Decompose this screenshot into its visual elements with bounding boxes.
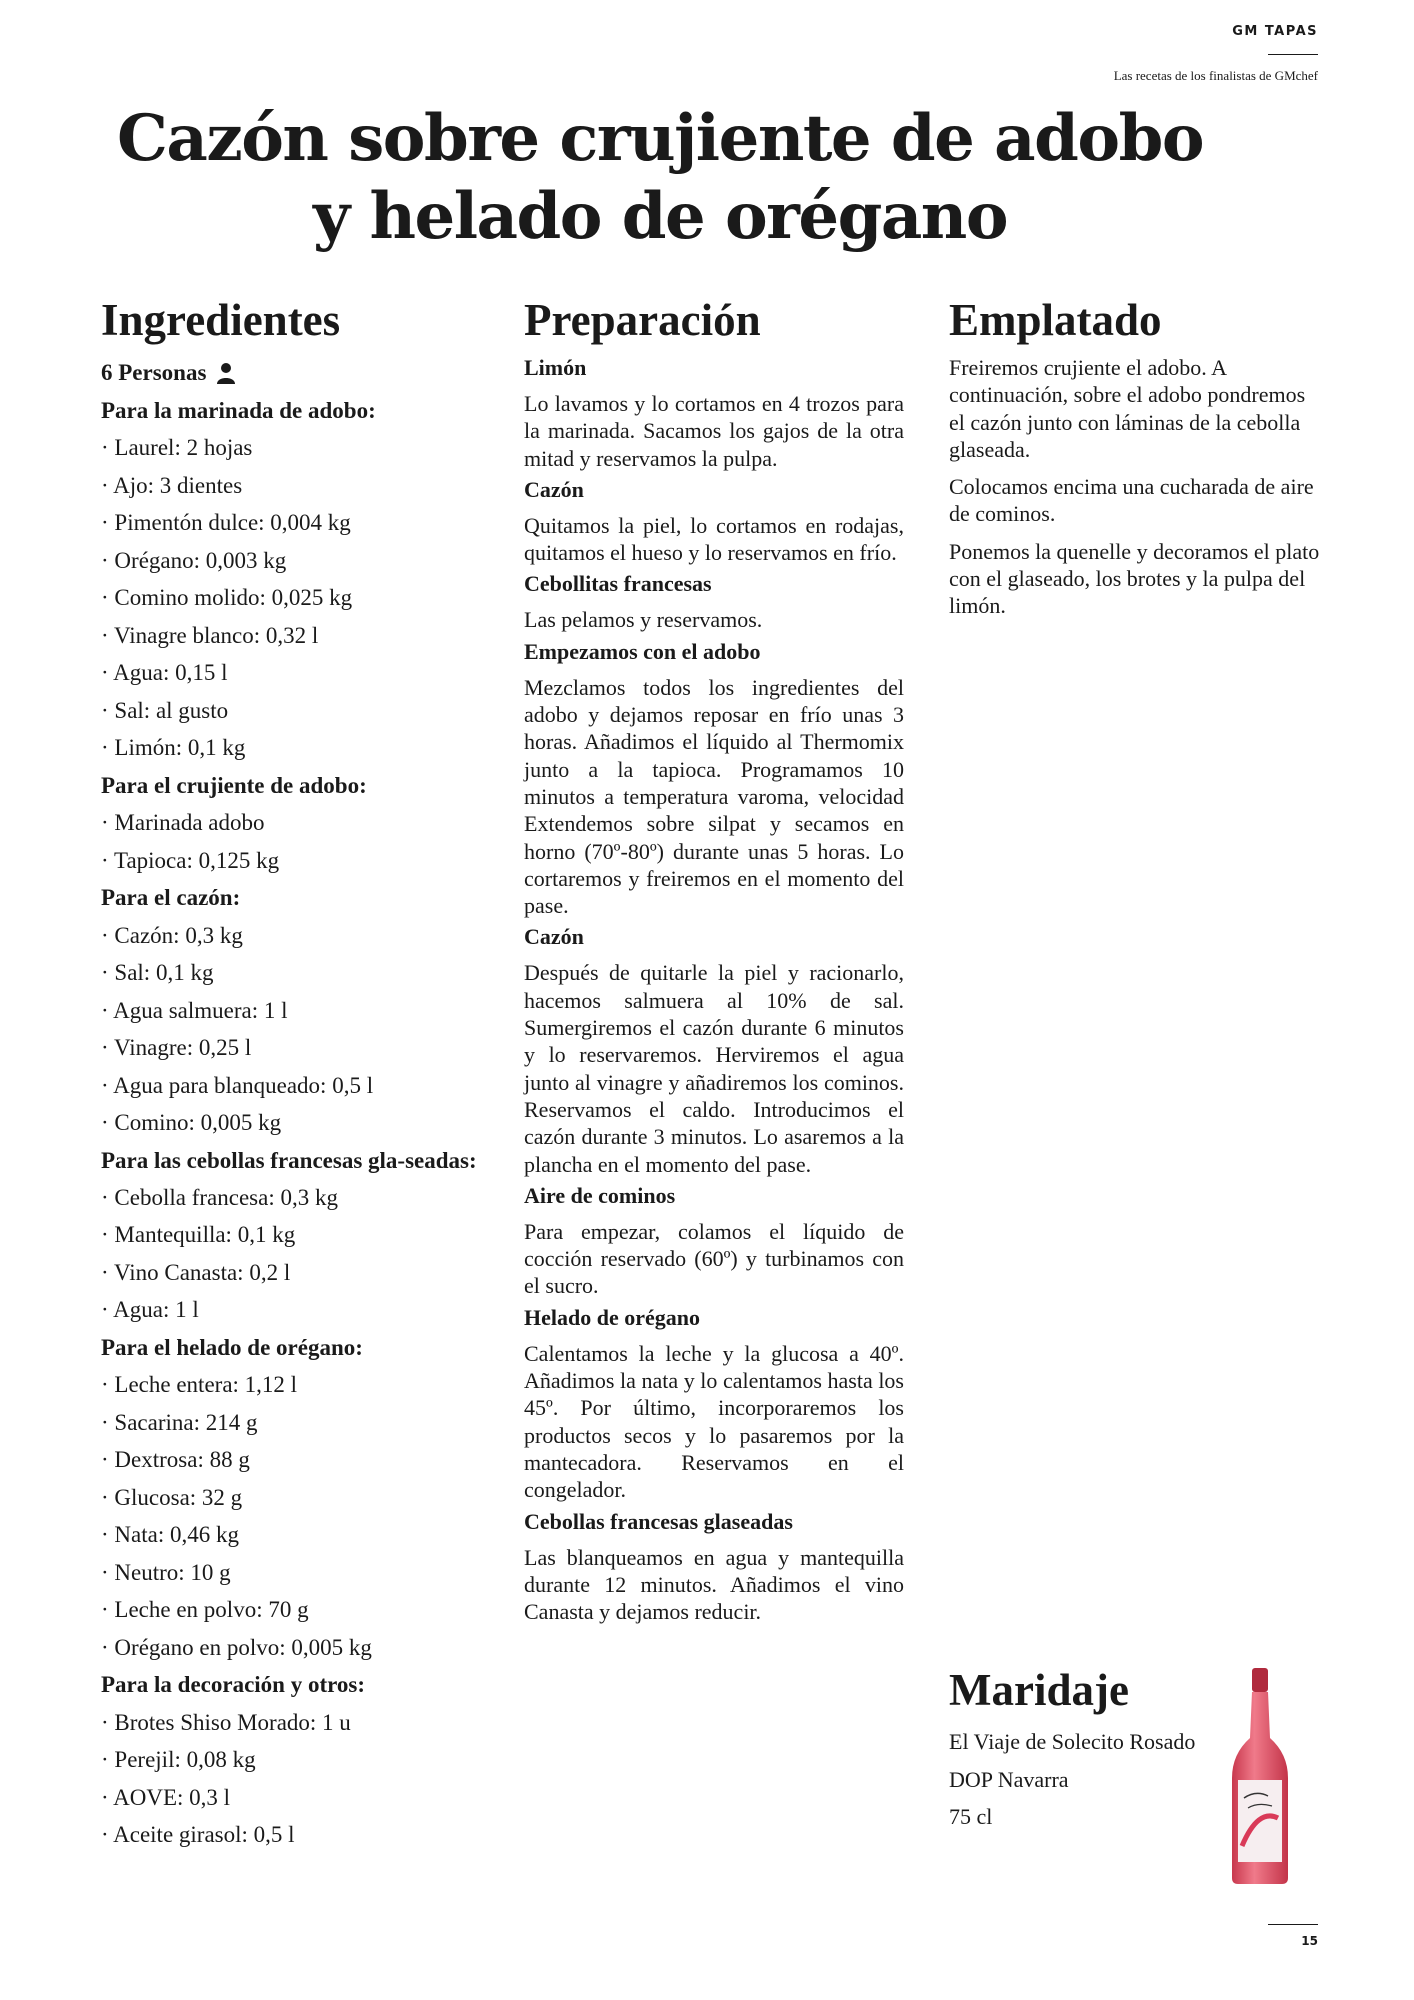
header-divider [1268, 54, 1318, 55]
ingredient-item: · Agua: 0,15 l [101, 654, 481, 692]
recipe-title-line-2: y helado de orégano [312, 179, 1008, 254]
plating-column [949, 290, 1324, 630]
servings-label: 6 Personas [101, 360, 207, 385]
ingredient-item: · Orégano: 0,003 kg [101, 542, 481, 580]
preparation-column [524, 290, 904, 1629]
page-number: 15 [1301, 1934, 1318, 1948]
pairing-section [949, 1660, 1209, 1841]
ingredient-item: · Agua para blanqueado: 0,5 l [101, 1067, 481, 1105]
ingredient-group-title: Para las cebollas francesas gla-seadas: [101, 1147, 477, 1173]
person-icon [216, 362, 236, 384]
ingredient-item: · Sal: 0,1 kg [101, 954, 481, 992]
step-title: Limón [524, 355, 587, 380]
ingredient-group-title: Para el crujiente de adobo: [101, 772, 367, 798]
step-title: Helado de orégano [524, 1304, 700, 1330]
ingredient-item: · Vinagre: 0,25 l [101, 1029, 481, 1067]
ingredient-item: · Agua salmuera: 1 l [101, 992, 481, 1030]
preparation-heading: Preparación [524, 295, 761, 345]
step-title: Cazón [524, 924, 584, 950]
ingredient-item: · Laurel: 2 hojas [101, 429, 481, 467]
step-text: Lo lavamos y lo cortamos en 4 trozos para la marinada. Sacamos los gajos de la otra mitad y reservamos la pulpa. [524, 391, 904, 471]
ingredient-item: · Glucosa: 32 g [101, 1479, 481, 1517]
ingredients-heading: Ingredientes [101, 295, 341, 345]
ingredient-item: · Sacarina: 214 g [101, 1404, 481, 1442]
ingredient-item: · Orégano en polvo: 0,005 kg [101, 1629, 481, 1667]
step-text: Mezclamos todos los ingredientes del adobo y dejamos reposar en frío unas 3 horas. Añadimos el líquido al Thermomix junto a la tapioca. Programamos 10 minutos a temperatura varoma, velocidad Extendemos sobre silpat y secamos en horno (70º-80º) durante unas 5 horas. Lo cortaremos y freiremos en el momento del pase. [524, 674, 904, 919]
plating-paragraph: Ponemos la quenelle y decoramos el plato con el glaseado, los brotes y la pulpa del limón. [949, 538, 1320, 619]
pairing-heading: Maridaje [949, 1665, 1129, 1715]
wine-bottle-image [1228, 1668, 1292, 1886]
ingredient-item: · Comino: 0,005 kg [101, 1104, 481, 1142]
ingredient-item: · Cazón: 0,3 kg [101, 917, 481, 955]
step-text: Para empezar, colamos el líquido de cocción reservado (60º) y turbinamos con el sucro. [524, 1218, 904, 1299]
ingredient-item: · Aceite girasol: 0,5 l [101, 1816, 481, 1854]
ingredient-group-title: Para la marinada de adobo: [101, 397, 376, 423]
ingredients-column [101, 290, 481, 1854]
wine-volume: 75 cl [949, 1804, 993, 1829]
step-text: Las blanqueamos en agua y mantequilla durante 12 minutos. Añadimos el vino Canasta y dejamos reducir. [524, 1544, 904, 1625]
ingredient-item: · Limón: 0,1 kg [101, 729, 481, 767]
step-title: Empezamos con el adobo [524, 638, 761, 664]
footer-divider [1268, 1924, 1318, 1925]
plating-paragraph: Freiremos crujiente el adobo. A continuación, sobre el adobo pondremos el cazón junto con láminas de la cebolla glaseada. [949, 355, 1306, 462]
ingredient-item: · Pimentón dulce: 0,004 kg [101, 504, 481, 542]
ingredient-item: · AOVE: 0,3 l [101, 1779, 481, 1817]
ingredient-item: · Perejil: 0,08 kg [101, 1741, 481, 1779]
ingredient-item: · Dextrosa: 88 g [101, 1441, 481, 1479]
step-text: Quitamos la piel, lo cortamos en rodajas, quitamos el hueso y lo reservamos en frío. [524, 512, 904, 566]
ingredient-item: · Tapioca: 0,125 kg [101, 842, 481, 880]
step-text: Las pelamos y reservamos. [524, 607, 763, 633]
step-text: Calentamos la leche y la glucosa a 40º. Añadimos la nata y lo calentamos hasta los 45º. Por último, incorporaremos los productos secos y lo pasaremos por la mantecadora. Reservamos en el congelador. [524, 1340, 904, 1503]
step-title: Cebollitas francesas [524, 571, 712, 597]
servings [101, 354, 481, 392]
ingredient-item: · Agua: 1 l [101, 1291, 481, 1329]
section-label: GM TAPAS [1232, 24, 1318, 39]
step-text: Después de quitarle la piel y racionarlo, hacemos salmuera al 10% de sal. Sumergiremos el cazón durante 6 minutos y lo reservaremos. Herviremos el agua junto al vinagre y añadiremos los cominos. Reservamos el caldo. Introducimos el cazón durante 3 minutos. Lo asaremos a la plancha en el momento del pase. [524, 960, 904, 1177]
ingredient-group-title: Para la decoración y otros: [101, 1672, 366, 1697]
ingredient-group-title: Para el cazón: [101, 885, 241, 910]
ingredient-item: · Mantequilla: 0,1 kg [101, 1216, 481, 1254]
recipe-title-line-1: Cazón sobre crujiente de adobo [116, 101, 1204, 176]
ingredient-item: · Nata: 0,46 kg [101, 1516, 481, 1554]
ingredient-item: · Ajo: 3 dientes [101, 467, 481, 505]
ingredient-item: · Vinagre blanco: 0,32 l [101, 617, 481, 655]
ingredient-item: · Leche en polvo: 70 g [101, 1591, 481, 1629]
wine-origin: DOP Navarra [949, 1766, 1069, 1792]
ingredient-item: · Brotes Shiso Morado: 1 u [101, 1704, 481, 1742]
ingredient-item: · Comino molido: 0,025 kg [101, 579, 481, 617]
plating-heading: Emplatado [949, 295, 1162, 345]
recipe-title [0, 100, 1320, 256]
ingredient-group-title: Para el helado de orégano: [101, 1334, 363, 1360]
ingredient-item: · Marinada adobo [101, 804, 481, 842]
ingredient-item: · Cebolla francesa: 0,3 kg [101, 1179, 481, 1217]
ingredient-item: · Neutro: 10 g [101, 1554, 481, 1592]
ingredient-item: · Sal: al gusto [101, 692, 481, 730]
step-title: Cebollas francesas glaseadas [524, 1508, 793, 1534]
ingredient-item: · Leche entera: 1,12 l [101, 1366, 481, 1404]
section-subtitle: Las recetas de los finalistas de GMchef [1113, 68, 1318, 83]
step-title: Cazón [524, 476, 584, 502]
wine-name: El Viaje de Solecito Rosado [949, 1729, 1196, 1754]
ingredient-item: · Vino Canasta: 0,2 l [101, 1254, 481, 1292]
step-title: Aire de cominos [524, 1182, 676, 1208]
plating-paragraph: Colocamos encima una cucharada de aire de cominos. [949, 474, 1314, 527]
